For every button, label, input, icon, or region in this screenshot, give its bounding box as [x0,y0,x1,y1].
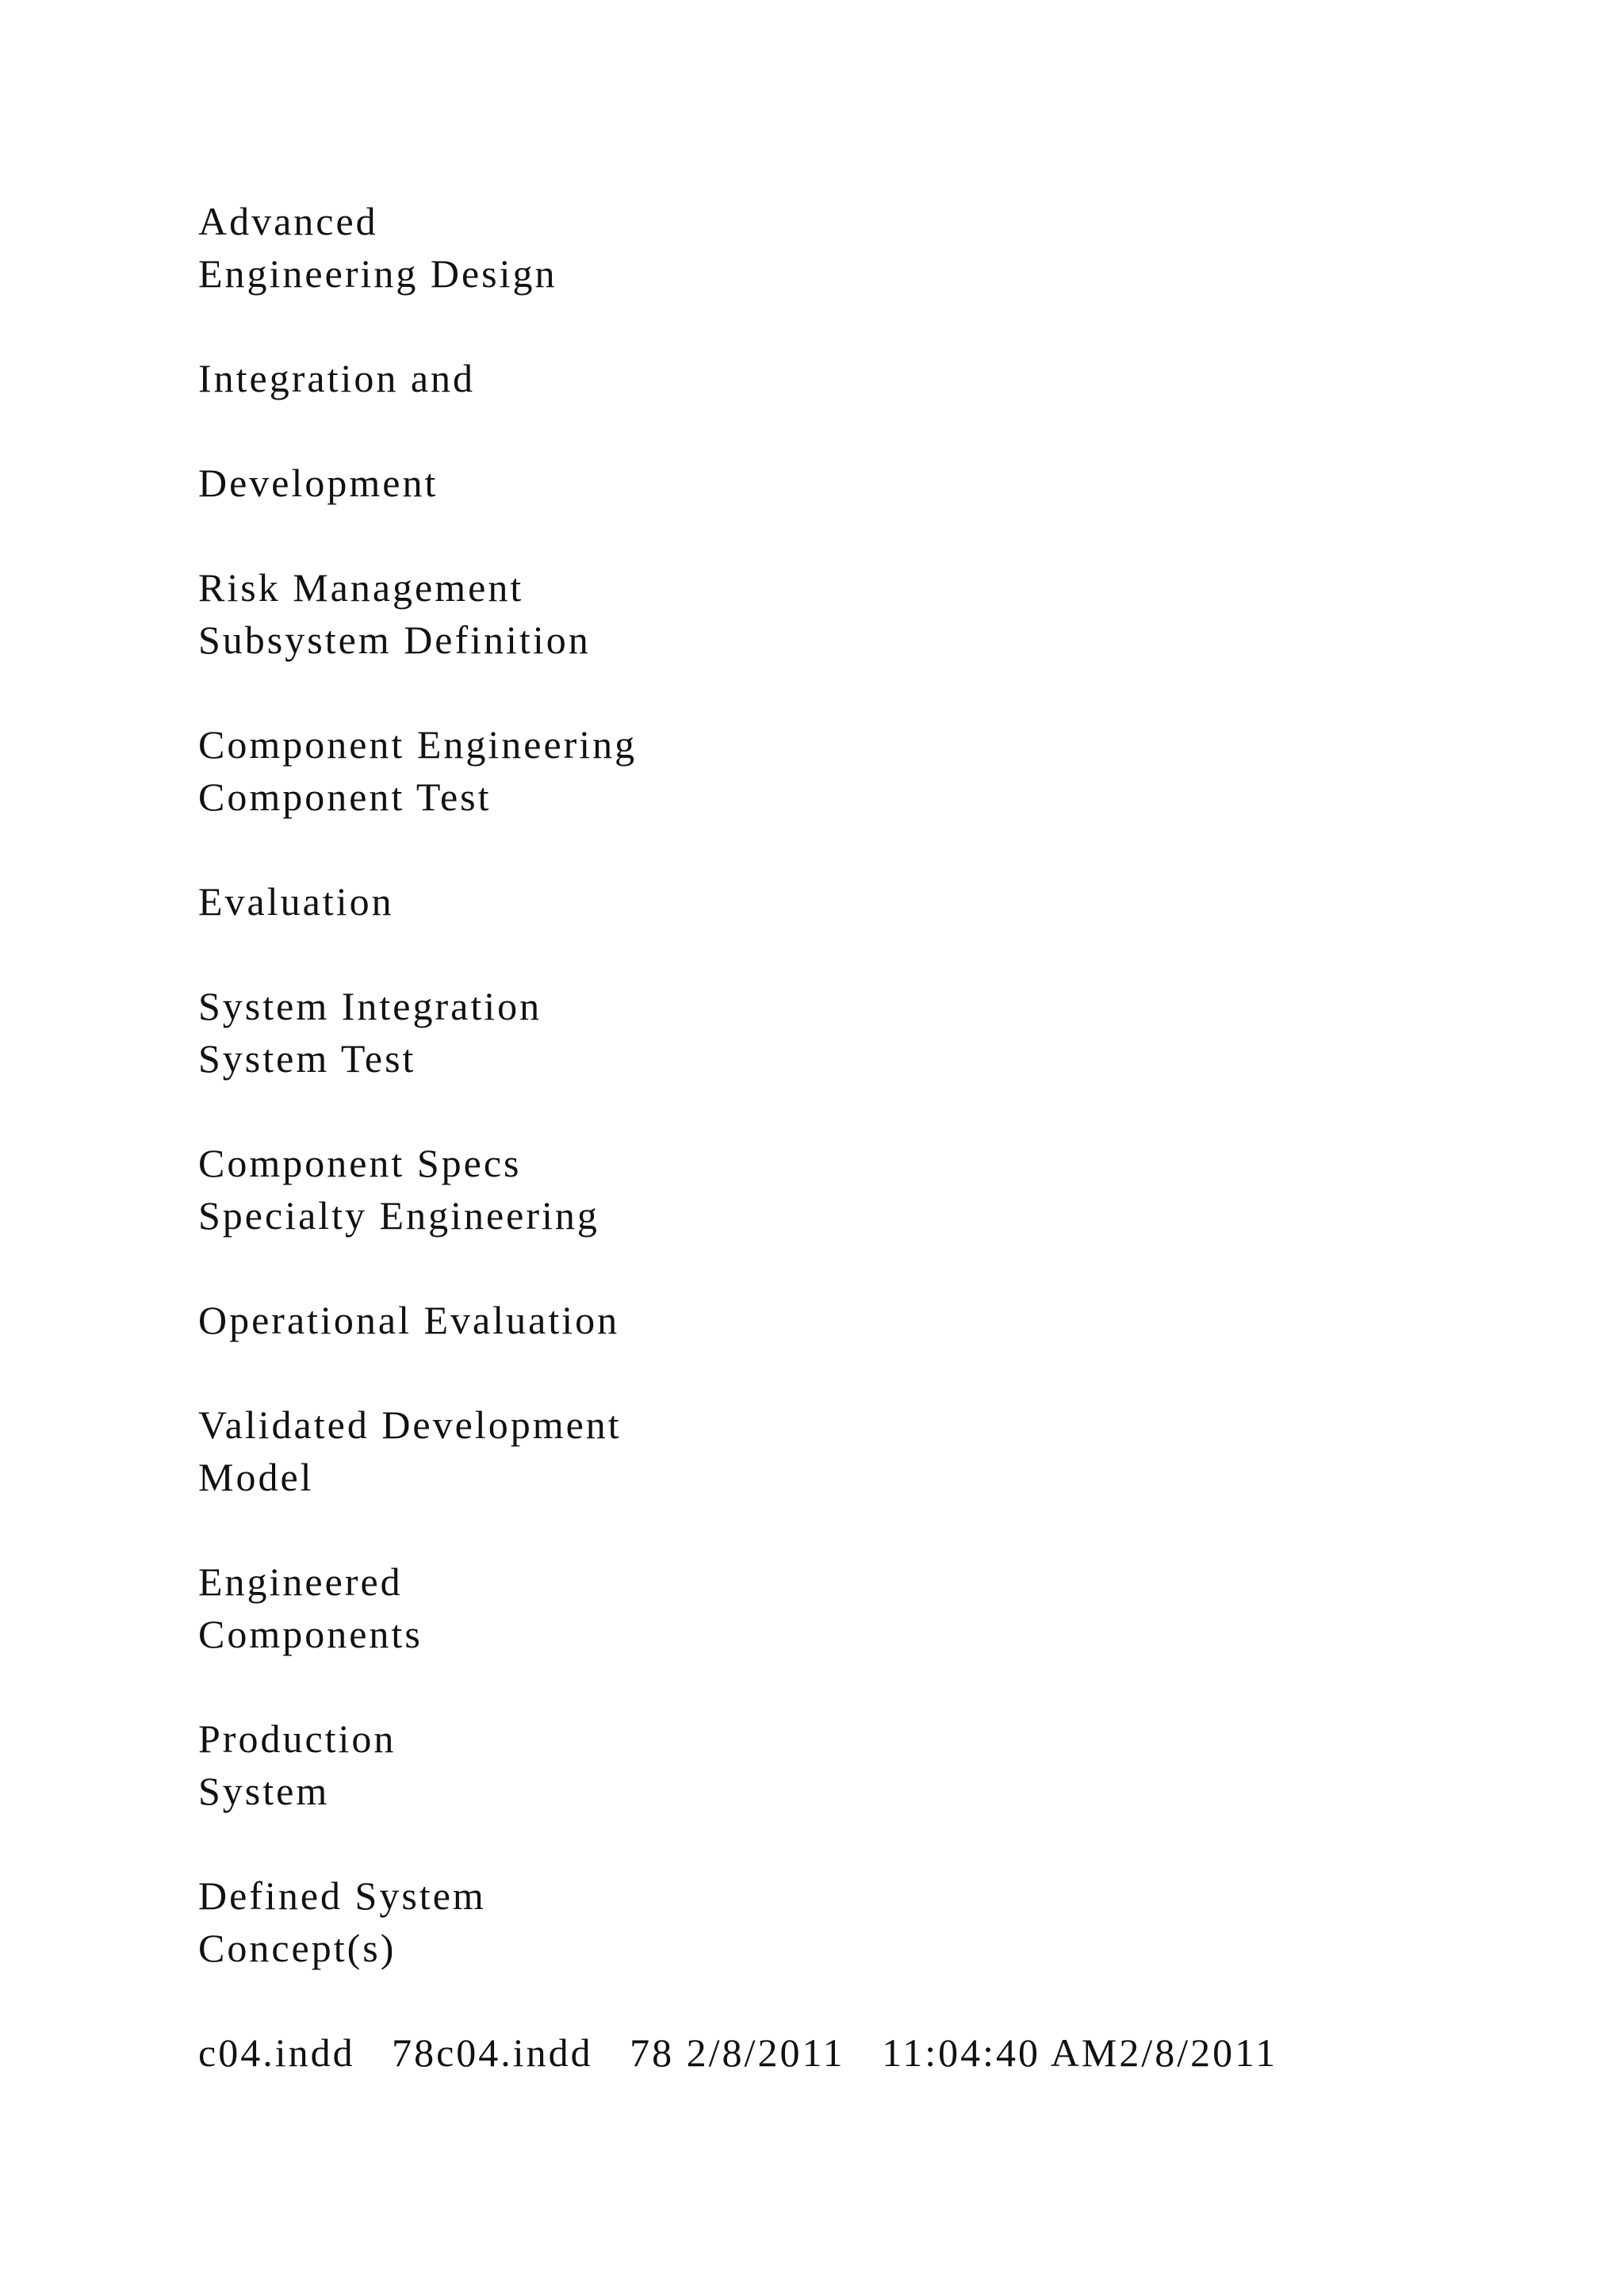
document-text [198,195,1546,2079]
text-line: Advanced [198,199,378,243]
text-line: Production [198,1716,396,1761]
text-line: Specialty Engineering [198,1193,599,1238]
text-line: Subsystem Definition [198,618,591,662]
text-line: Development [198,461,439,505]
paragraph-gap [198,1085,1546,1137]
text-line: Components [198,1612,423,1656]
text-line: Model [198,1455,314,1499]
paragraph-gap [198,823,1546,875]
paragraph-gap [198,300,1546,352]
text-line: Engineered [198,1559,403,1604]
text-line: System Test [198,1036,416,1081]
text-line: Component Engineering [198,722,638,767]
paragraph-gap [198,1660,1546,1712]
text-line: Validated Development [198,1402,622,1447]
text-line: Concept(s) [198,1926,396,1970]
text-line: Engineering Design [198,251,557,296]
text-line: Evaluation [198,879,394,924]
footer-slug: c04.indd 78c04.indd 78 2/8/2011 11:04:40 AM2/8/2011 [198,2030,1278,2075]
paragraph-gap [198,404,1546,457]
text-line: Operational Evaluation [198,1298,620,1342]
paragraph-gap [198,1242,1546,1294]
text-line: System Integration [198,984,542,1028]
text-line: Component Test [198,775,492,819]
paragraph-gap [198,1503,1546,1556]
paragraph-gap [198,666,1546,718]
paragraph-gap [198,1346,1546,1399]
paragraph-gap [198,509,1546,561]
text-line: System [198,1769,330,1813]
text-line: Defined System [198,1873,486,1918]
text-line: Risk Management [198,565,524,610]
text-line: Component Specs [198,1141,522,1185]
paragraph-gap [198,928,1546,980]
paragraph-gap [198,1817,1546,1869]
paragraph-gap [198,1974,1546,2026]
text-line: Integration and [198,356,476,400]
